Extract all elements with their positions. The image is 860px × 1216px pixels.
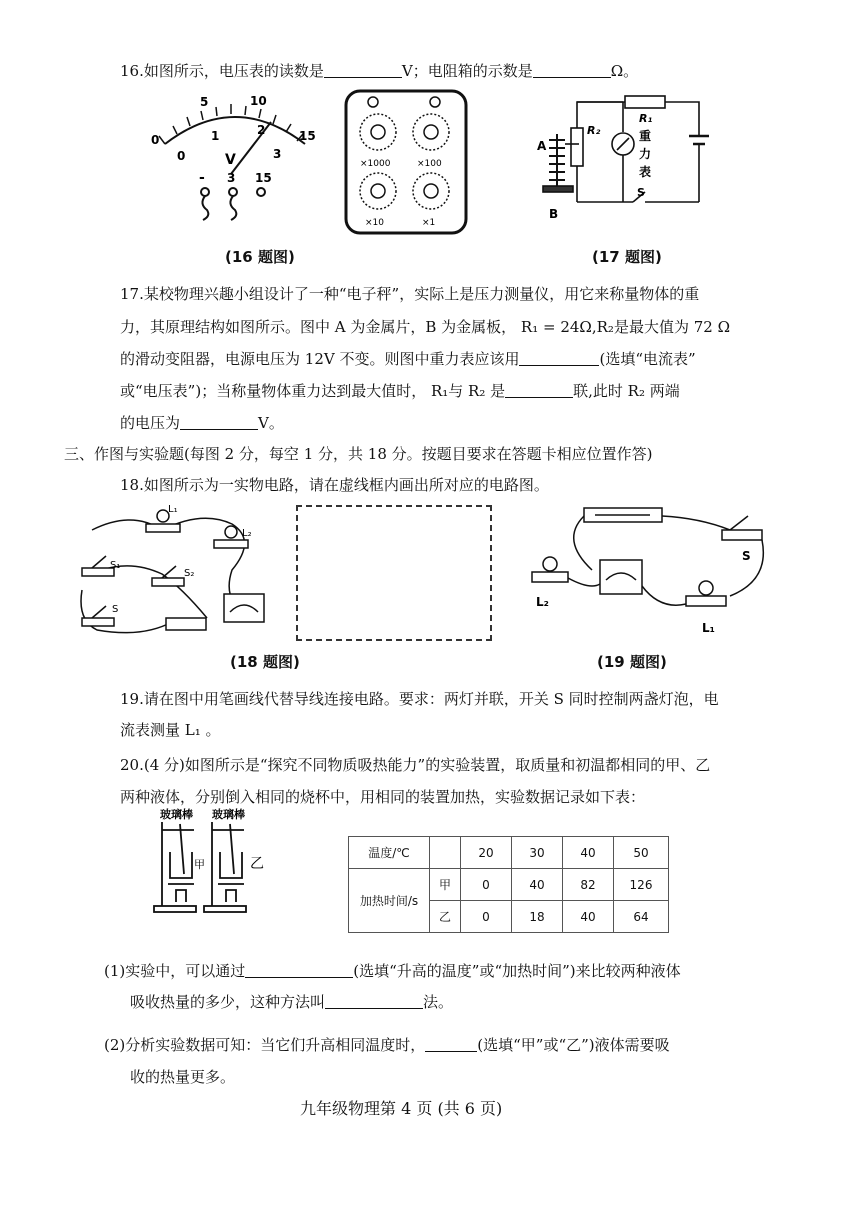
svg-text:L₂: L₂	[242, 528, 252, 539]
resistance-box-figure	[343, 88, 469, 236]
fig19-physical-circuit	[510, 500, 780, 640]
q17-line1: 17.某校物理兴趣小组设计了一种“电子秤”，实际上是压力测量仪，用它来称量物体的重	[120, 285, 700, 303]
q20-line1: 20.(4 分)如图所示是“探究不同物质吸热能力”的实验装置，取质量和初温都相同的甲、乙	[120, 756, 711, 774]
svg-text:甲: 甲	[194, 858, 205, 871]
svg-text:乙: 乙	[250, 856, 264, 872]
svg-text:S₂: S₂	[184, 568, 195, 579]
q20-part1-line2: 吸收热量的多少，这种方法叫 法。	[130, 993, 454, 1011]
table-cell: 0	[461, 901, 512, 933]
answer-blank[interactable]	[533, 63, 611, 78]
fig18-physical-circuit	[72, 500, 282, 642]
svg-text:B: B	[549, 207, 559, 221]
table-cell: 40	[512, 869, 563, 901]
svg-text:0: 0	[151, 133, 160, 147]
table-cell: 40	[563, 901, 614, 933]
svg-text:2: 2	[257, 123, 266, 137]
svg-text:15: 15	[255, 171, 272, 185]
svg-text:-: -	[199, 170, 205, 186]
svg-text:L₂: L₂	[536, 595, 549, 609]
svg-text:3: 3	[273, 147, 282, 161]
q19-line1: 19.请在图中用笔画线代替导线连接电路。要求：两灯并联，开关 S 同时控制两盏灯泡，电	[120, 690, 719, 708]
q16-text: 16.如图所示，电压表的读数是 V；电阻箱的示数是 Ω。	[120, 62, 639, 80]
svg-text:玻璃棒: 玻璃棒	[160, 808, 193, 821]
svg-text:15: 15	[299, 129, 316, 143]
answer-blank[interactable]	[505, 383, 573, 398]
answer-dashed-box[interactable]	[296, 505, 492, 641]
table-row	[349, 869, 669, 901]
svg-text:0: 0	[177, 149, 186, 163]
table-cell: 温度/℃	[349, 837, 430, 869]
answer-blank[interactable]	[519, 351, 599, 366]
fig19-caption: (19 题图)	[597, 653, 667, 671]
table-cell: 30	[512, 837, 563, 869]
answer-blank[interactable]	[180, 415, 258, 430]
svg-text:S: S	[742, 549, 751, 563]
svg-text:S: S	[637, 186, 645, 199]
svg-text:重: 重	[639, 129, 652, 143]
voltmeter-figure	[145, 92, 325, 232]
svg-text:R₂: R₂	[587, 124, 601, 137]
table-cell: 加热时间/s	[349, 869, 430, 933]
table-cell: 18	[512, 901, 563, 933]
fig18-caption: (18 题图)	[230, 653, 300, 671]
svg-text:10: 10	[250, 94, 267, 108]
svg-text:1: 1	[211, 129, 220, 143]
electronic-scale-circuit	[535, 88, 725, 228]
table-cell: 乙	[430, 901, 461, 933]
page-footer: 九年级物理第 4 页 (共 6 页)	[300, 1099, 503, 1118]
svg-text:×1: ×1	[422, 218, 436, 228]
table-cell: 64	[614, 901, 669, 933]
svg-text:A: A	[537, 139, 547, 153]
q20-part2-line2: 收的热量更多。	[130, 1068, 236, 1086]
table-cell: 50	[614, 837, 669, 869]
q17-line3: 的滑动变阻器，电源电压为 12V 不变。则图中重力表应该用 (选填“电流表”	[120, 350, 696, 368]
svg-text:×1000: ×1000	[360, 159, 391, 169]
q20-line2: 两种液体，分别倒入相同的烧杯中，用相同的装置加热，实验数据记录如下表：	[120, 788, 646, 806]
q20-part1-line1: (1)实验中，可以通过 (选填“升高的温度”或“加热时间”)来比较两种液体	[104, 962, 681, 980]
answer-blank[interactable]	[325, 994, 423, 1009]
q17-line5: 的电压为 V。	[120, 414, 284, 432]
q19-line2: 流表测量 L₁ 。	[120, 721, 221, 739]
table-cell: 甲	[430, 869, 461, 901]
svg-text:×100: ×100	[417, 159, 442, 169]
svg-text:L₁: L₁	[168, 504, 178, 515]
q17-line4: 或“电压表”)；当称量物体重力达到最大值时， R₁与 R₂ 是 联,此时 R₂ 两端	[120, 382, 680, 400]
answer-blank[interactable]	[324, 63, 402, 78]
table-cell: 82	[563, 869, 614, 901]
fig17-caption: (17 题图)	[592, 248, 662, 266]
svg-text:玻璃棒: 玻璃棒	[212, 808, 245, 821]
svg-text:3: 3	[227, 171, 236, 185]
fig16-caption: (16 题图)	[225, 248, 295, 266]
table-cell: 40	[563, 837, 614, 869]
svg-text:表: 表	[639, 165, 652, 179]
svg-text:×10: ×10	[365, 218, 384, 228]
q20-part2-line1: (2)分析实验数据可知：当它们升高相同温度时， (选填“甲”或“乙”)液体需要吸	[104, 1036, 670, 1054]
table-cell: 20	[461, 837, 512, 869]
svg-text:S₁: S₁	[110, 560, 121, 571]
section-3-heading: 三、作图与实验题(每图 2 分，每空 1 分，共 18 分。按题目要求在答题卡相应位置作答)	[64, 445, 653, 463]
table-cell: 0	[461, 869, 512, 901]
svg-text:S: S	[112, 604, 119, 615]
answer-blank[interactable]	[245, 963, 353, 978]
svg-text:5: 5	[200, 95, 209, 109]
q17-line2: 力，其原理结构如图所示。图中 A 为金属片，B 为金属板， R₁ = 24Ω,R₂是最大值为 72 Ω	[120, 318, 731, 336]
q18-text: 18.如图所示为一实物电路，请在虚线框内画出所对应的电路图。	[120, 476, 549, 494]
svg-text:L₁: L₁	[702, 621, 715, 635]
table-cell	[430, 837, 461, 869]
table-row	[349, 837, 669, 869]
answer-blank[interactable]	[425, 1037, 477, 1052]
svg-text:V: V	[225, 152, 236, 168]
svg-text:力: 力	[639, 147, 652, 161]
fig20-heating-apparatus	[150, 806, 270, 918]
table-cell: 126	[614, 869, 669, 901]
svg-text:R₁: R₁	[639, 112, 653, 125]
data-table	[348, 836, 669, 933]
